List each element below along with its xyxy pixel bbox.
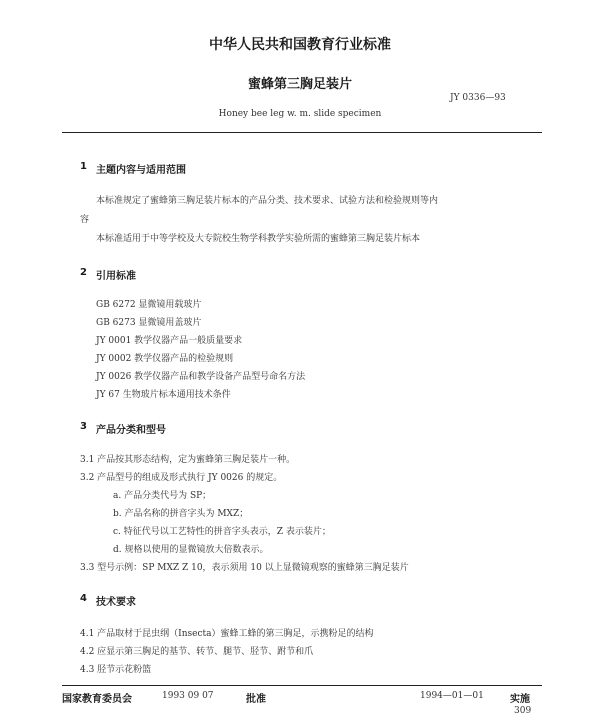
standard-code: JY 0336—93	[450, 93, 506, 103]
section-1-para-2: 本标准适用于中等学校及大专院校生物学科教学实验所需的蜜蜂第三胸足装片标本	[96, 234, 421, 244]
ref-item: JY 67 生物玻片标本通用技术条件	[96, 390, 231, 400]
clause-subitem: d. 规格以使用的显微镜放大倍数表示。	[113, 545, 269, 555]
clause-subitem: c. 特征代号以工艺特性的拼音字头表示，Z 表示装片；	[113, 527, 331, 537]
clause-item: 3.2 产品型号的组成及形式执行 JY 0026 的规定。	[80, 473, 283, 483]
english-title: Honey bee leg w. m. slide specimen	[218, 109, 382, 119]
clause-item: 4.2 应显示第三胸足的基节、转节、腿节、胫节、跗节和爪	[80, 647, 314, 657]
ref-item: GB 6273 显微镜用盖玻片	[96, 318, 202, 328]
section-1-title: 主题内容与适用范围	[96, 165, 186, 176]
effective-label: 实施	[510, 694, 530, 705]
clause-item: 3.3 型号示例：SP MXZ Z 10，表示须用 10 以上显微镜观察的蜜蜂第三胸足装片	[80, 563, 409, 573]
issuer: 国家教育委员会	[62, 694, 132, 705]
clause-item: 4.3 胫节示花粉篮	[80, 665, 152, 675]
clause-subitem: a. 产品分类代号为 SP；	[113, 491, 212, 501]
section-3-title: 产品分类和型号	[96, 425, 166, 436]
agency-title: 中华人民共和国教育行业标准	[209, 37, 391, 53]
section-3-number: 3	[80, 421, 87, 432]
section-2-number: 2	[80, 267, 87, 278]
document-title: 蜜蜂第三胸足装片	[247, 77, 352, 92]
effective-date: 1994—01—01	[420, 691, 484, 701]
section-2-title: 引用标准	[96, 271, 136, 282]
ref-item: JY 0002 教学仪器产品的检验规则	[96, 354, 234, 364]
section-1-para-1: 本标准规定了蜜蜂第三胸足装片标本的产品分类、技术要求、试验方法和检验规则等内	[96, 196, 439, 206]
section-4-title: 技术要求	[96, 597, 136, 608]
section-1-number: 1	[80, 161, 87, 172]
ref-item: JY 0026 教学仪器产品和教学设备产品型号命名方法	[96, 372, 306, 382]
issue-date: 1993 09 07	[162, 691, 214, 701]
approve-label: 批准	[246, 694, 266, 705]
ref-item: JY 0001 教学仪器产品一般质量要求	[96, 336, 243, 346]
clause-item: 3.1 产品按其形态结构，定为蜜蜂第三胸足装片一种。	[80, 455, 296, 465]
section-1-para-1-cont: 容	[80, 215, 90, 225]
section-4-number: 4	[80, 593, 87, 604]
ref-item: GB 6272 显微镜用载玻片	[96, 300, 202, 310]
page-number: 309	[514, 706, 532, 716]
clause-item: 4.1 产品取材于昆虫纲（Insecta）蜜蜂工蜂的第三胸足，示携粉足的结构	[80, 629, 374, 639]
header-rule	[62, 132, 542, 133]
clause-subitem: b. 产品名称的拼音字头为 MXZ；	[113, 509, 249, 519]
footer-rule	[62, 685, 542, 686]
